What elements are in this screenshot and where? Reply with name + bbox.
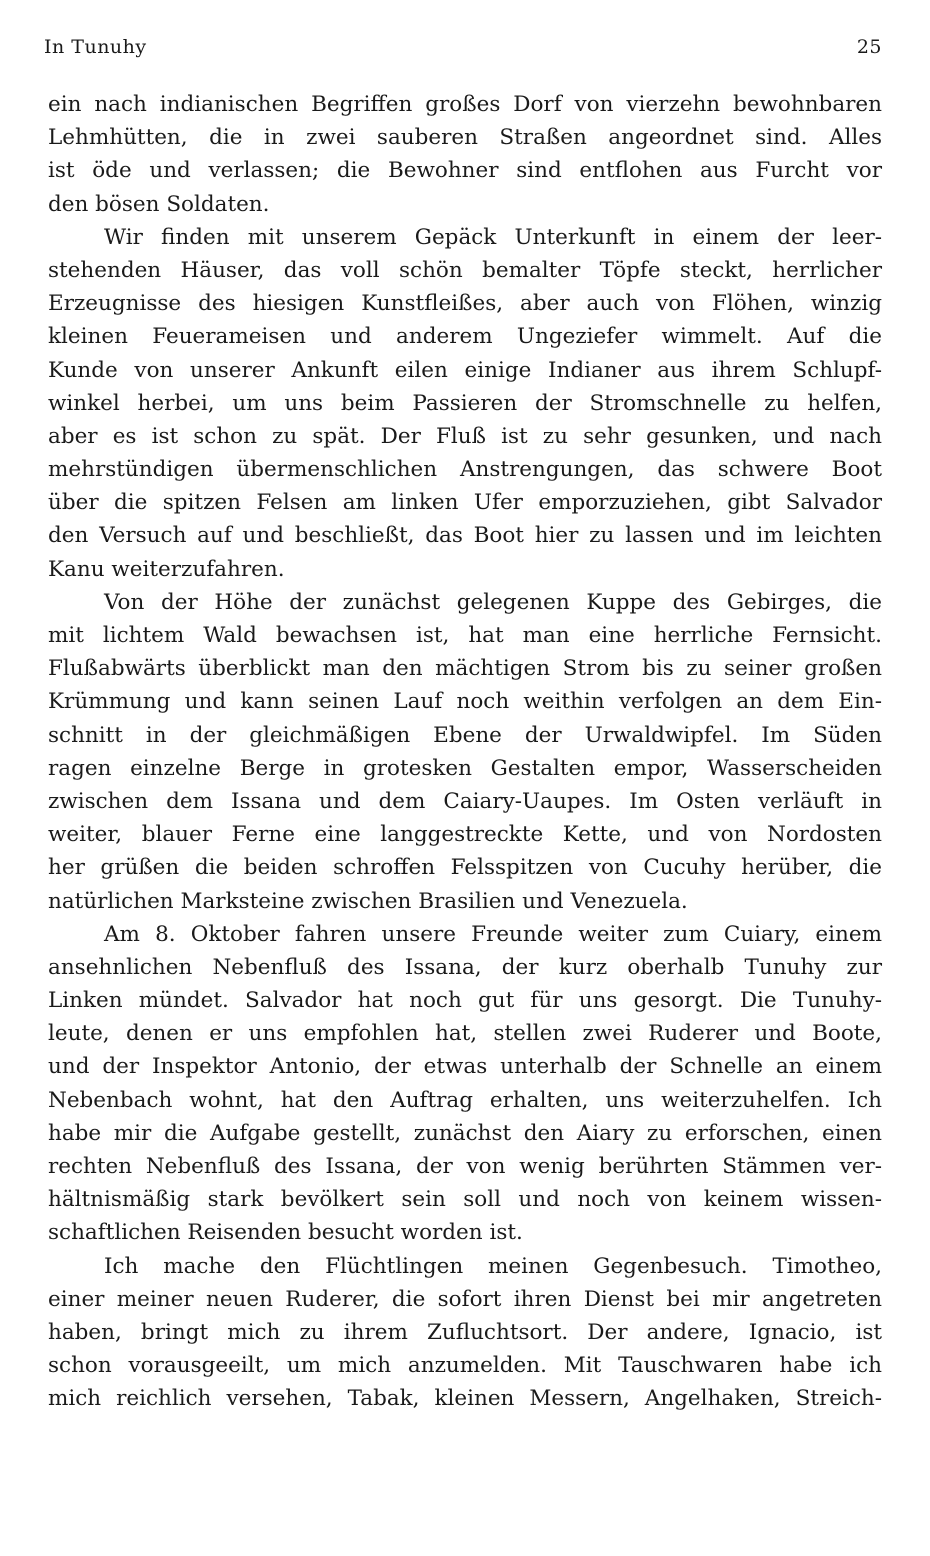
text-line: Ich mache den Flüchtlingen meinen Gegenbesuch. Timotheo, — [104, 1253, 882, 1279]
text-line: ein nach indianischen Begriffen großes Dorf von vierzehn bewohnbaren — [48, 92, 882, 117]
text-line: winkel herbei, um uns beim Passieren der Stromschnelle zu helfen, — [48, 390, 882, 416]
text-line: Linken mündet. Salvador hat noch gut für uns gesorgt. Die Tunuhy- — [48, 988, 882, 1014]
text-line: rechten Nebenfluß des Issana, der von wenig berührten Stämmen ver- — [48, 1154, 882, 1179]
text-line: Flußabwärts überblickt man den mächtigen Strom bis zu seiner großen — [48, 656, 882, 682]
text-line: schaftlichen Reisenden besucht worden ist. — [48, 1220, 523, 1246]
text-line: den Versuch auf und beschließt, das Boot hier zu lassen und im leichten — [48, 523, 882, 549]
text-line: stehenden Häuser, das voll schön bemalter Töpfe steckt, herrlicher — [48, 257, 882, 283]
text-line: Lehmhütten, die in zwei sauberen Straßen angeordnet sind. Alles — [48, 125, 882, 151]
text-line: ragen einzelne Berge in grotesken Gestalten empor, Wasserscheiden — [48, 755, 882, 781]
text-line: schnitt in der gleichmäßigen Ebene der Urwaldwipfel. Im Süden — [48, 722, 882, 748]
text-line: aber es ist schon zu spät. Der Fluß ist zu sehr gesunken, und nach — [48, 423, 882, 449]
text-line: kleinen Feuerameisen und anderem Ungeziefer wimmelt. Auf die — [48, 324, 882, 350]
paragraph — [48, 1250, 882, 1416]
text-line: Am 8. Oktober fahren unsere Freunde weiter zum Cuiary, einem — [104, 921, 882, 947]
text-line: her grüßen die beiden schroffen Felsspitzen von Cucuhy herüber, die — [48, 855, 882, 881]
text-line: den bösen Soldaten. — [48, 191, 270, 217]
running-title: In Tunuhy — [44, 36, 147, 58]
text-line: Wir finden mit unserem Gepäck Unterkunft in einem der leer- — [104, 224, 882, 250]
page-header — [44, 34, 882, 60]
paragraph — [48, 88, 882, 221]
paragraph — [48, 221, 882, 586]
text-line: Nebenbach wohnt, hat den Auftrag erhalten, uns weiterzuhelfen. Ich — [48, 1087, 882, 1113]
text-line: schon vorausgeeilt, um mich anzumelden. Mit Tauschwaren habe ich — [48, 1353, 882, 1379]
text-line: Erzeugnisse des hiesigen Kunstfleißes, aber auch von Flöhen, winzig — [48, 291, 882, 317]
text-line: Kanu weiterzufahren. — [48, 556, 285, 582]
text-line: haben, bringt mich zu ihrem Zufluchtsort. Der andere, Ignacio, ist — [48, 1319, 882, 1345]
text-line: über die spitzen Felsen am linken Ufer emporzuziehen, gibt Salvador — [48, 490, 882, 516]
text-line: hältnismäßig stark bevölkert sein soll und noch von keinem wissen- — [48, 1187, 882, 1213]
body-text — [48, 88, 882, 1416]
text-line: Krümmung und kann seinen Lauf noch weithin verfolgen an dem Ein- — [48, 689, 882, 715]
text-line: Von der Höhe der zunächst gelegenen Kuppe des Gebirges, die — [104, 589, 882, 615]
text-line: mehrstündigen übermenschlichen Anstrengungen, das schwere Boot — [48, 457, 882, 483]
paragraph — [48, 918, 882, 1250]
text-line: habe mir die Aufgabe gestellt, zunächst den Aiary zu erforschen, einen — [48, 1120, 882, 1146]
text-line: und der Inspektor Antonio, der etwas unterhalb der Schnelle an einem — [48, 1054, 882, 1080]
text-line: ansehnlichen Nebenfluß des Issana, der kurz oberhalb Tunuhy zur — [48, 954, 882, 980]
text-line: zwischen dem Issana und dem Caiary-Uaupes. Im Osten verläuft in — [48, 788, 882, 814]
text-line: leute, denen er uns empfohlen hat, stellen zwei Ruderer und Boote, — [48, 1021, 882, 1047]
paragraph — [48, 586, 882, 918]
text-line: einer meiner neuen Ruderer, die sofort ihren Dienst bei mir angetreten — [48, 1286, 882, 1312]
text-line: Kunde von unserer Ankunft eilen einige Indianer aus ihrem Schlupf- — [48, 357, 882, 383]
text-line: natürlichen Marksteine zwischen Brasilien und Venezuela. — [48, 888, 688, 914]
page-number: 25 — [856, 36, 882, 58]
text-line: mich reichlich versehen, Tabak, kleinen Messern, Angelhaken, Streich- — [48, 1386, 882, 1412]
text-line: ist öde und verlassen; die Bewohner sind entflohen aus Furcht vor — [48, 158, 882, 184]
text-line: weiter, blauer Ferne eine langgestreckte Kette, und von Nordosten — [48, 822, 882, 848]
text-line: mit lichtem Wald bewachsen ist, hat man eine herrliche Fernsicht. — [48, 623, 882, 648]
